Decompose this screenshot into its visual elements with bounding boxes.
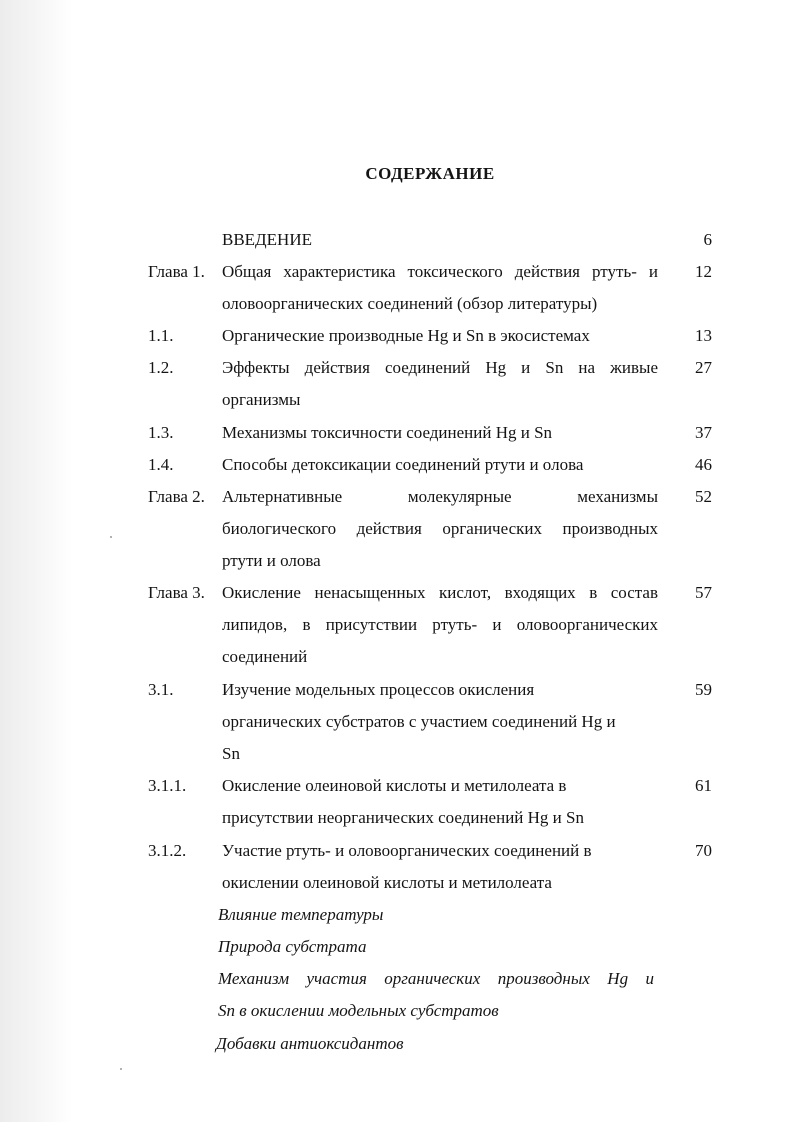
toc-entry-number: 1.1. xyxy=(148,326,174,345)
toc-entry-continuation xyxy=(0,289,793,319)
toc-entry-number: 1.4. xyxy=(148,455,174,474)
toc-subitem-antioxidants xyxy=(0,1029,793,1059)
toc-entry-section-1-1 xyxy=(0,321,793,351)
toc-page-number: 61 xyxy=(695,776,712,795)
toc-page-number: 59 xyxy=(695,680,712,699)
toc-entry-section-1-3 xyxy=(0,418,793,448)
toc-entry-text: Способы детоксикации соединений ртути и олова xyxy=(222,455,584,474)
page-title: СОДЕРЖАНИЕ xyxy=(365,164,495,183)
toc-entry-text: Окисление олеиновой кислоты и метилолеата в xyxy=(222,776,567,795)
toc-entry-section-3-1 xyxy=(0,675,793,705)
toc-page-number: 70 xyxy=(695,841,712,860)
toc-entry-text: Механизмы токсичности соединений Hg и Sn xyxy=(222,423,553,442)
toc-entry-text: окислении олеиновой кислоты и метилолеата xyxy=(222,873,552,892)
toc-entry-number: 1.2. xyxy=(148,358,174,377)
toc-entry-text: Sn xyxy=(222,744,240,763)
toc-entry-number: Глава 1. xyxy=(148,262,205,281)
toc-entry-text: Органические производные Hg и Sn в экосистемах xyxy=(222,326,590,345)
scan-speck xyxy=(120,1068,122,1070)
toc-subitem-text: Влияние температуры xyxy=(218,905,384,924)
toc-entry-continuation xyxy=(0,803,793,833)
toc-entry-number: Глава 3. xyxy=(148,583,205,602)
toc-entry-continuation xyxy=(0,514,793,544)
toc-subitem-text: Механизм участия органических производных Hg и xyxy=(218,969,654,988)
toc-entry-continuation xyxy=(0,610,793,640)
toc-entry-text: ВВЕДЕНИЕ xyxy=(222,230,312,249)
toc-entry-number: 3.1. xyxy=(148,680,174,699)
toc-entry-text: липидов, в присутствии ртуть- и оловоорганических xyxy=(222,615,658,634)
toc-subitem-text: Природа субстрата xyxy=(218,937,367,956)
toc-entry-text: Участие ртуть- и оловоорганических соединений в xyxy=(222,841,592,860)
toc-entry-text: организмы xyxy=(222,390,301,409)
toc-entry-chapter-1 xyxy=(0,257,793,287)
toc-subitem-text: Добавки антиоксидантов xyxy=(216,1034,404,1053)
toc-entry-text: биологического действия органических производных xyxy=(222,519,658,538)
toc-entry-number: Глава 2. xyxy=(148,487,205,506)
toc-entry-section-1-4 xyxy=(0,450,793,480)
toc-page-number: 37 xyxy=(695,423,712,442)
toc-entry-chapter-3 xyxy=(0,578,793,608)
toc-entry-text: Эффекты действия соединений Hg и Sn на живые xyxy=(222,358,658,377)
toc-subitem-text: Sn в окислении модельных субстратов xyxy=(218,1001,499,1020)
toc-page-number: 57 xyxy=(695,583,712,602)
toc-entry-section-3-1-1 xyxy=(0,771,793,801)
toc-entry-continuation xyxy=(0,385,793,415)
toc-entry-text: Изучение модельных процессов окисления xyxy=(222,680,535,699)
toc-page-number: 12 xyxy=(695,262,712,281)
toc-subitem-continuation xyxy=(0,996,793,1026)
toc-subitem-mechanism xyxy=(0,964,793,994)
toc-entry-chapter-2 xyxy=(0,482,793,512)
toc-entry-introduction xyxy=(0,225,793,255)
toc-entry-text: ртути и олова xyxy=(222,551,321,570)
toc-entry-text: Общая характеристика токсического действия ртуть- и xyxy=(222,262,658,281)
toc-entry-text: Окисление ненасыщенных кислот, входящих в состав xyxy=(222,583,658,602)
toc-page-number: 6 xyxy=(703,230,712,249)
toc-page-number: 46 xyxy=(695,455,712,474)
toc-entry-text: оловоорганических соединений (обзор литературы) xyxy=(222,294,598,313)
toc-entry-continuation xyxy=(0,642,793,672)
toc-entry-continuation xyxy=(0,739,793,769)
toc-entry-text: присутствии неорганических соединений Hg и Sn xyxy=(222,808,584,827)
toc-entry-continuation xyxy=(0,707,793,737)
toc-page-number: 13 xyxy=(695,326,712,345)
toc-entry-number: 1.3. xyxy=(148,423,174,442)
toc-entry-section-1-2 xyxy=(0,353,793,383)
toc-entry-continuation xyxy=(0,868,793,898)
toc-entry-number: 3.1.2. xyxy=(148,841,187,860)
toc-entry-continuation xyxy=(0,546,793,576)
toc-subitem-temperature xyxy=(0,900,793,930)
toc-page-number: 52 xyxy=(695,487,712,506)
toc-entry-text: Альтернативные молекулярные механизмы xyxy=(222,487,658,506)
toc-entry-number: 3.1.1. xyxy=(148,776,187,795)
toc-subitem-substrate xyxy=(0,932,793,962)
toc-entry-section-3-1-2 xyxy=(0,836,793,866)
toc-entry-text: органических субстратов с участием соединений Hg и xyxy=(222,712,616,731)
toc-page-number: 27 xyxy=(695,358,712,377)
toc-entry-text: соединений xyxy=(222,647,308,666)
